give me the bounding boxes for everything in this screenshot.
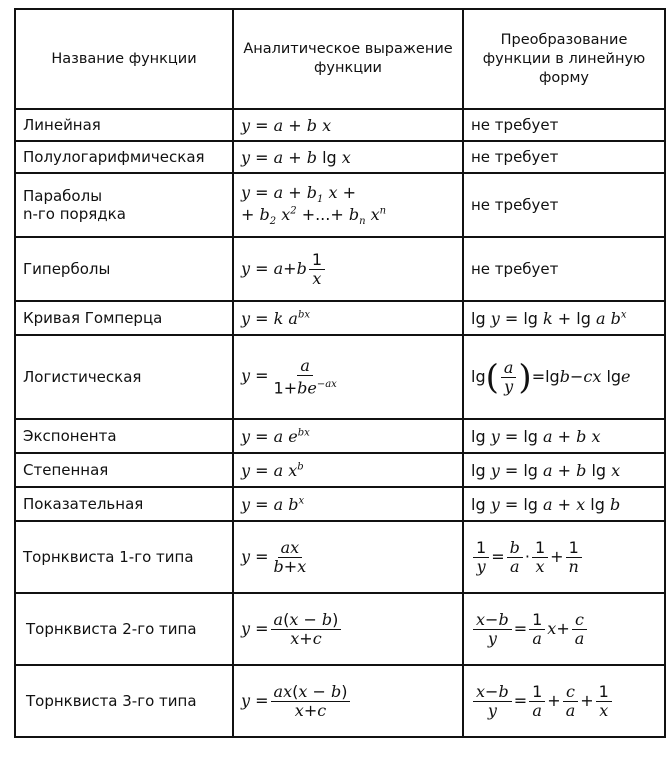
function-transform: lg y = lg a + x lg b [463,487,665,521]
function-expression: y = a $x^b$ [233,453,463,487]
function-name [15,173,233,237]
function-expression: y = $\frac{a}{1+be^{-ax}}$ [233,335,463,419]
function-transform: $\frac{x-b}{y}$ = $\frac{1}{a}$ x+ $\frac{c}{a}$ [463,593,665,665]
table-row [15,301,665,335]
table-row [15,521,665,593]
function-name: Логистическая [15,335,233,419]
function-name-line2: n-го порядка [23,205,126,223]
function-transform: lg y = lg k + lg a $b^x$ [463,301,665,335]
function-transform: $\frac{1}{y}$ = $\frac{b}{a}$ · $\frac{1}{x}$ + $\frac{1}{n}$ [463,521,665,593]
function-expression: y = k $a^{bx}$ [233,301,463,335]
function-expression: y = $\frac{ax}{b+x}$ [233,521,463,593]
function-expression: y = $\frac{a(x - b)}{x+c}$ [233,593,463,665]
function-name: Показательная [15,487,233,521]
function-transform: не требует [463,173,665,237]
table-row [15,453,665,487]
table-row [15,665,665,737]
function-name: Торнквиста 2-го типа [15,593,233,665]
table-row [15,419,665,453]
function-expression: y = $\frac{ax(x - b)}{x+c}$ [233,665,463,737]
function-expression: y = a + b lg x [233,141,463,173]
table-row [15,109,665,141]
function-name: Линейная [15,109,233,141]
function-transform: не требует [463,109,665,141]
function-transform: не требует [463,237,665,301]
function-expression: $y = a + b_1$ x + + $b_2$ $x^2$ +...+ $b_n$ $x^n$ [233,173,463,237]
table-row [15,335,665,419]
functions-table [14,8,666,738]
function-transform: не требует [463,141,665,173]
function-transform: lg y = lg a + b lg x [463,453,665,487]
function-name: Торнквиста 1-го типа [15,521,233,593]
function-name: Гиперболы [15,237,233,301]
table-row [15,237,665,301]
header-linear-transform: Преобразование функции в линейную форму [463,9,665,109]
function-name: Кривая Гомперца [15,301,233,335]
function-name: Полулогарифмическая [15,141,233,173]
table-row [15,487,665,521]
function-expression: y = a $e^{bx}$ [233,419,463,453]
function-name-line1: Параболы [23,187,103,205]
function-name: Экспонента [15,419,233,453]
function-transform: lg( $\frac{a}{y}$ )=lgb−cx lge [463,335,665,419]
table-row [15,141,665,173]
header-function-name: Название функции [15,9,233,109]
function-transform: $\frac{x-b}{y}$ = $\frac{1}{a}$ + $\frac{c}{a}$ + $\frac{1}{x}$ [463,665,665,737]
table-header-row [15,9,665,109]
table-row [15,173,665,237]
function-transform: lg y = lg a + b x [463,419,665,453]
header-analytic-expression: Аналитическое выражение функции [233,9,463,109]
function-name: Степенная [15,453,233,487]
table-row [15,593,665,665]
function-expression: y = a + b x [233,109,463,141]
function-name: Торнквиста 3-го типа [15,665,233,737]
function-expression: y = a+b $\frac{1}{x}$ [233,237,463,301]
function-expression: y = a $b^x$ [233,487,463,521]
